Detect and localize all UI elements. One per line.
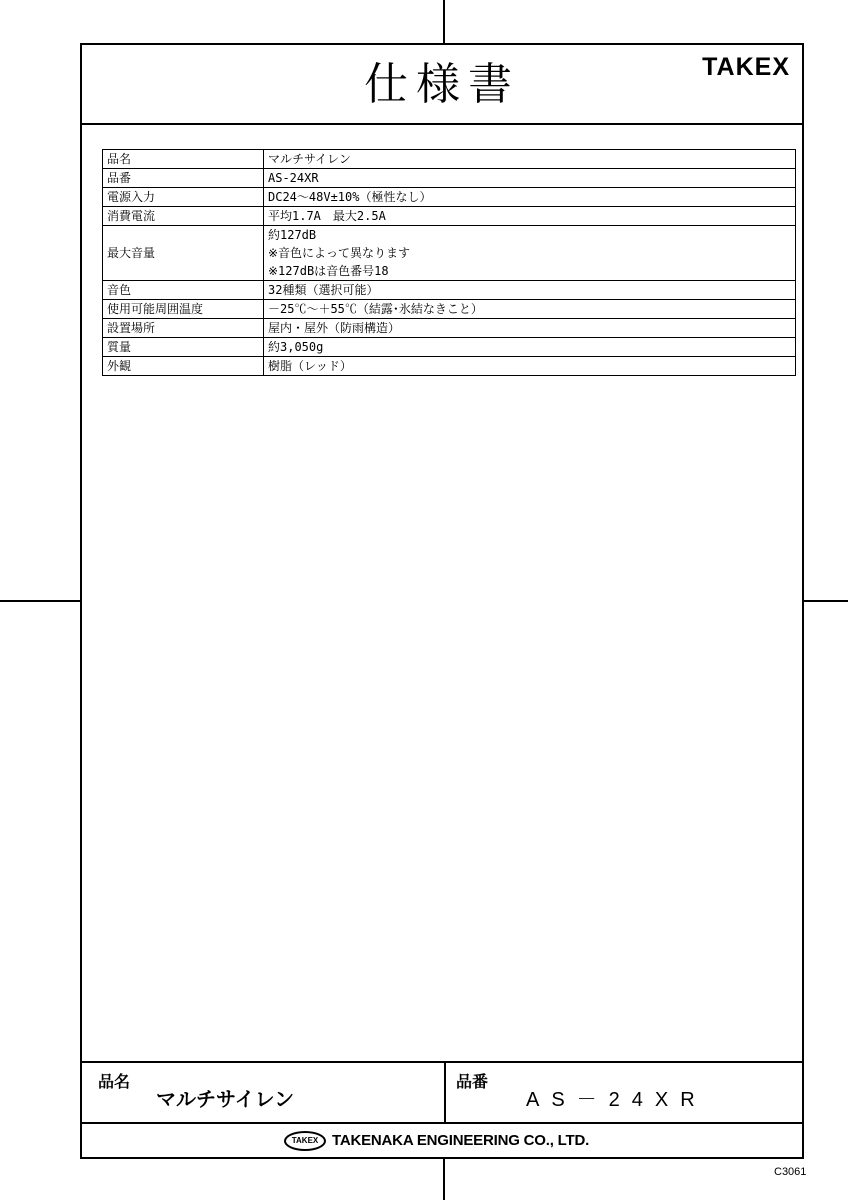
spec-row	[103, 300, 796, 319]
spec-value: DC24～48V±10%（極性なし）	[264, 188, 796, 207]
spec-label: 消費電流	[103, 207, 264, 226]
bottom-divider	[444, 1063, 446, 1122]
spec-label: 品名	[103, 150, 264, 169]
spec-label: 最大音量	[103, 226, 264, 281]
document-title: 仕様書	[364, 59, 520, 110]
document-code: C3061	[774, 1166, 807, 1178]
model-number-value: AS－24XR	[526, 1089, 707, 1111]
spec-label: 設置場所	[103, 319, 264, 338]
spec-value: －25℃～＋55℃（結露･氷結なきこと）	[264, 300, 796, 319]
spec-row	[103, 188, 796, 207]
company-name: TAKENAKA ENGINEERING CO., LTD.	[332, 1132, 590, 1149]
spec-label: 外観	[103, 357, 264, 376]
spec-value: 平均1.7A 最大2.5A	[264, 207, 796, 226]
spec-row	[103, 319, 796, 338]
title-row	[82, 45, 802, 125]
product-name-value: マルチサイレン	[156, 1087, 295, 1111]
spec-value: 約3,050g	[264, 338, 796, 357]
spec-label: 音色	[103, 281, 264, 300]
spec-label: 使用可能周囲温度	[103, 300, 264, 319]
crop-mark-top	[443, 0, 445, 43]
model-number-label: 品番	[456, 1072, 489, 1091]
spec-label: 品番	[103, 169, 264, 188]
spec-row	[103, 338, 796, 357]
spec-label: 電源入力	[103, 188, 264, 207]
company-row	[82, 1124, 802, 1159]
spec-row	[103, 357, 796, 376]
spec-value: 屋内・屋外（防雨構造）	[264, 319, 796, 338]
crop-mark-left	[0, 600, 80, 602]
spec-row	[103, 169, 796, 188]
spec-value: マルチサイレン	[264, 150, 796, 169]
crop-mark-right	[804, 600, 848, 602]
spec-value: 樹脂（レッド）	[264, 357, 796, 376]
spec-row	[103, 150, 796, 169]
spec-sheet-frame	[80, 43, 804, 1159]
spec-row	[103, 207, 796, 226]
product-name-label: 品名	[98, 1072, 131, 1091]
spec-value: AS-24XR	[264, 169, 796, 188]
spec-label: 質量	[103, 338, 264, 357]
spec-table	[102, 149, 796, 376]
company-logo: TAKEX	[284, 1131, 326, 1151]
spec-value: 約127dB ※音色によって異なります ※127dBは音色番号18	[264, 226, 796, 281]
brand-logo: TAKEX	[702, 53, 790, 81]
spec-row	[103, 226, 796, 281]
crop-mark-bottom	[443, 1159, 445, 1200]
spec-row	[103, 281, 796, 300]
spec-value: 32種類（選択可能）	[264, 281, 796, 300]
product-info-row	[82, 1061, 802, 1124]
